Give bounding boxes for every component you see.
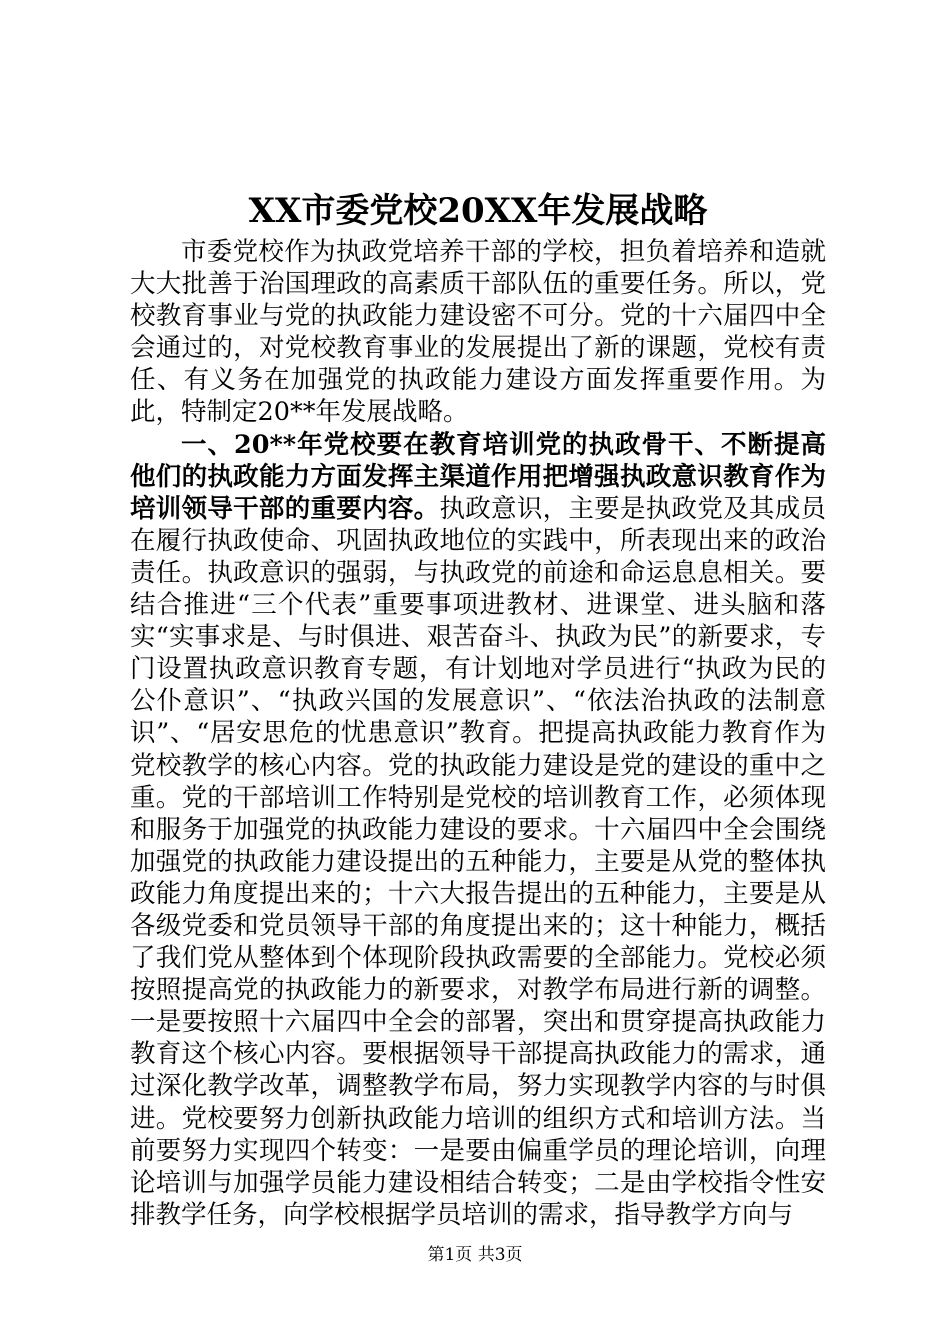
document-title: XX市委党校20XX年发展战略	[248, 191, 708, 231]
section-one-paragraph	[130, 429, 826, 1231]
document-body	[130, 236, 826, 1231]
intro-paragraph	[130, 236, 826, 429]
page-number: 第1页 共3页	[427, 1245, 523, 1265]
section-one-heading: 一、20**年党校要在教育培训党的执政骨干、不断提高他们的执政能力方面发挥主渠道作用把增强执政意识教育作为培训领导干部的重要内容。	[130, 429, 826, 524]
intro-paragraph-text: 市委党校作为执政党培养干部的学校，担负着培养和造就大大批善于治国理政的高素质干部队伍的重要任务。所以，党校教育事业与党的执政能力建设密不可分。党的十六届四中全会通过的，对党校教育事业的发展提出了新的课题，党校有责任、有义务在加强党的执政能力建设方面发挥重要作用。为此，特制定20**年发展战略。	[130, 237, 826, 428]
section-one-text: 执政意识，主要是执政党及其成员在履行执政使命、巩固执政地位的实践中，所表现出来的政治责任。执政意识的强弱，与执政党的前途和命运息息相关。要结合推进“三个代表”重要事项进教材、进课堂、进头脑和落实“实事求是、与时俱进、艰苦奋斗、执政为民”的新要求，专门设置执政意识教育专题，有计划地对学员进行“执政为民的公仆意识”、“执政兴国的发展意识”、“依法治执政的法制意识”、“居安思危的忧患意识”教育。把提高执政能力教育作为党校教学的核心内容。党的执政能力建设是党的建设的重中之重。党的干部培训工作特别是党校的培训教育工作，必须体现和服务于加强党的执政能力建设的要求。十六届四中全会围绕加强党的执政能力建设提出的五种能力，主要是从党的整体执政能力角度提出来的；十六大报告提出的五种能力，主要是从各级党委和党员领导干部的角度提出来的；这十种能力，概括了我们党从整体到个体现阶段执政需要的全部能力。党校必须按照提高党的执政能力的新要求，对教学布局进行新的调整。一是要按照十六届四中全会的部署，突出和贯穿提高执政能力教育这个核心内容。要根据领导干部提高执政能力的需求，通过深化教学改革，调整教学布局，努力实现教学内容的与时俱进。党校要努力创新执政能力培训的组织方式和培训方法。当前要努力实现四个转变：一是要由偏重学员的理论培训，向理论培训与加强学员能力建设相结合转变；二是由学校指令性安排教学任务，向学校根据学员培训的需求，指导教学方向与	[130, 493, 826, 1230]
